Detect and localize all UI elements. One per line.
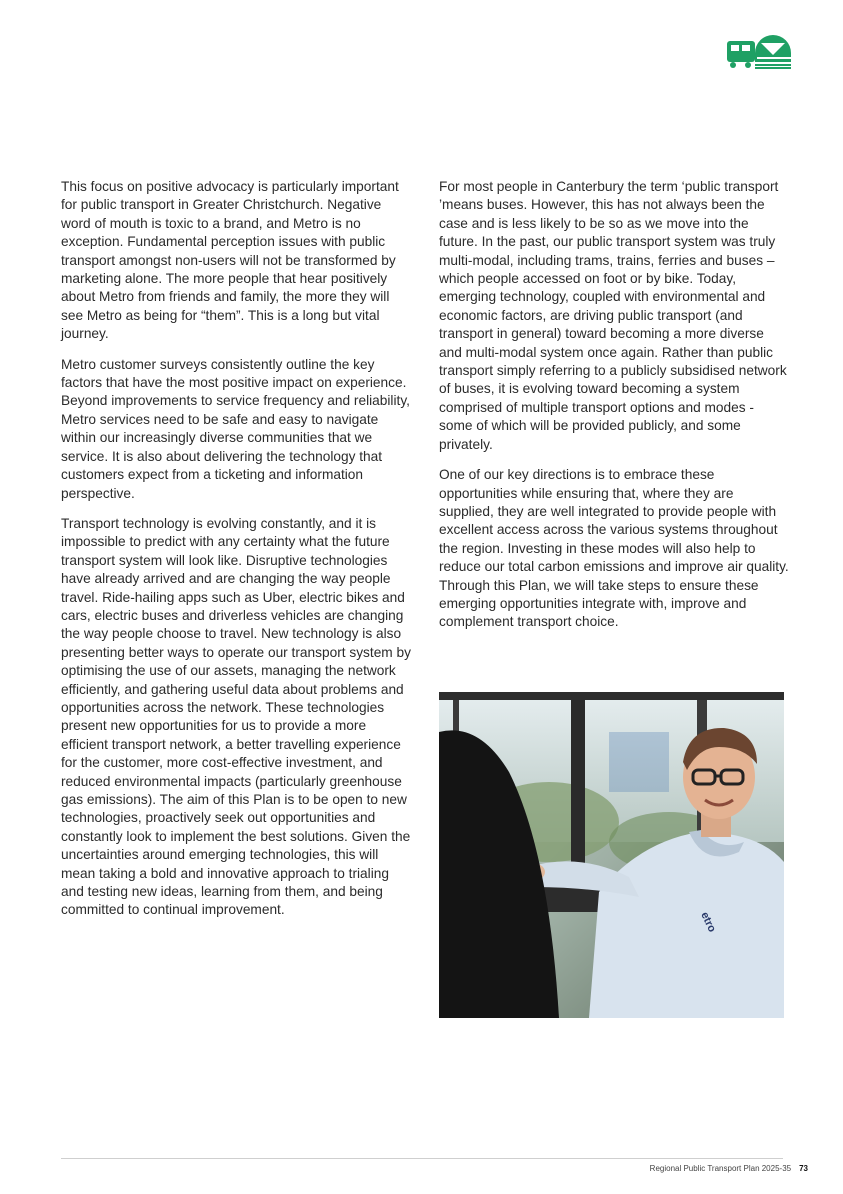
metro-bus-logo-icon xyxy=(727,27,793,69)
shirt-logo-text: etro xyxy=(698,910,718,935)
bus-driver-photo xyxy=(439,692,784,1018)
left-paragraph-2: Metro customer surveys consistently outline the key factors that have the most positive impact on experience. Beyond improvements to service frequency and reliability, Metro services need to be safe and easy to navigate within our increasingly diverse communities that we service. It is also about delivering the technology that customers expect from a ticketing and information perspective. xyxy=(61,356,410,501)
page-number: 73 xyxy=(799,1164,808,1173)
right-paragraph-2: One of our key directions is to embrace these opportunities while ensuring that, where they are supplied, they are well integrated to provide people with excellent access across the various systems throughout the region. Investing in these modes will also help to reduce our total carbon emissions and improve air quality. Through this Plan, we will take steps to ensure these emerging opportunities integrate with, improve and complement transport choice. xyxy=(439,467,789,630)
footer-title: Regional Public Transport Plan 2025-35 xyxy=(649,1164,792,1173)
footer-divider xyxy=(61,1158,783,1159)
footer xyxy=(650,1164,808,1173)
right-column xyxy=(439,178,789,644)
left-paragraph-3: Transport technology is evolving constantly, and it is impossible to predict with any certainty what the future transport system will look like. Disruptive technologies have already arrived and are changing the way people travel. Ride-hailing apps such as Uber, electric bikes and cars, electric buses and driverless vehicles are changing the way people choose to travel. New technology is also presenting better ways to operate our transport system by optimising the use of our assets, managing the network efficiently, and gathering useful data about problems and opportunities across the network. These technologies present new opportunities for us to provide a more efficient transport network, a better travelling experience for the customer, more cost-effective investment, and reduced environmental impacts (particularly greenhouse gas emissions). The aim of this Plan is to be open to new technologies, proactively seek out opportunities and constantly look to implement the best solutions. Given the uncertainties around emerging technologies, this will mean taking a bold and innovative approach to trialing and testing new ideas, learning from them, and being committed to continual improvement. xyxy=(61,515,411,918)
left-paragraph-1: This focus on positive advocacy is particularly important for public transport in Greater Christchurch. Negative word of mouth is toxic to a brand, and Metro is no exception. Fundamental perception issues with public transport amongst non-users will not be transformed by marketing alone. The more people that hear positively about Metro from friends and family, the more they will see Metro as being for “them”. This is a long but vital journey. xyxy=(61,179,399,342)
left-column xyxy=(61,178,411,932)
right-paragraph-1: For most people in Canterbury the term ‘public transport ’means buses. However, this has not always been the case and is less likely to be so as we move into the future. In the past, our public transport system was truly multi-modal, including trams, trains, ferries and buses – which people accessed on foot or by bike. Today, emerging technology, coupled with environmental and economic factors, are driving public transport (and transport in general) toward becoming a more diverse and multi-modal system once again. Rather than public transport simply referring to a publicly subsidised network of buses, it is evolving toward becoming a system comprised of multiple transport options and modes - some of which will be provided publicly, and some privately. xyxy=(439,179,787,452)
